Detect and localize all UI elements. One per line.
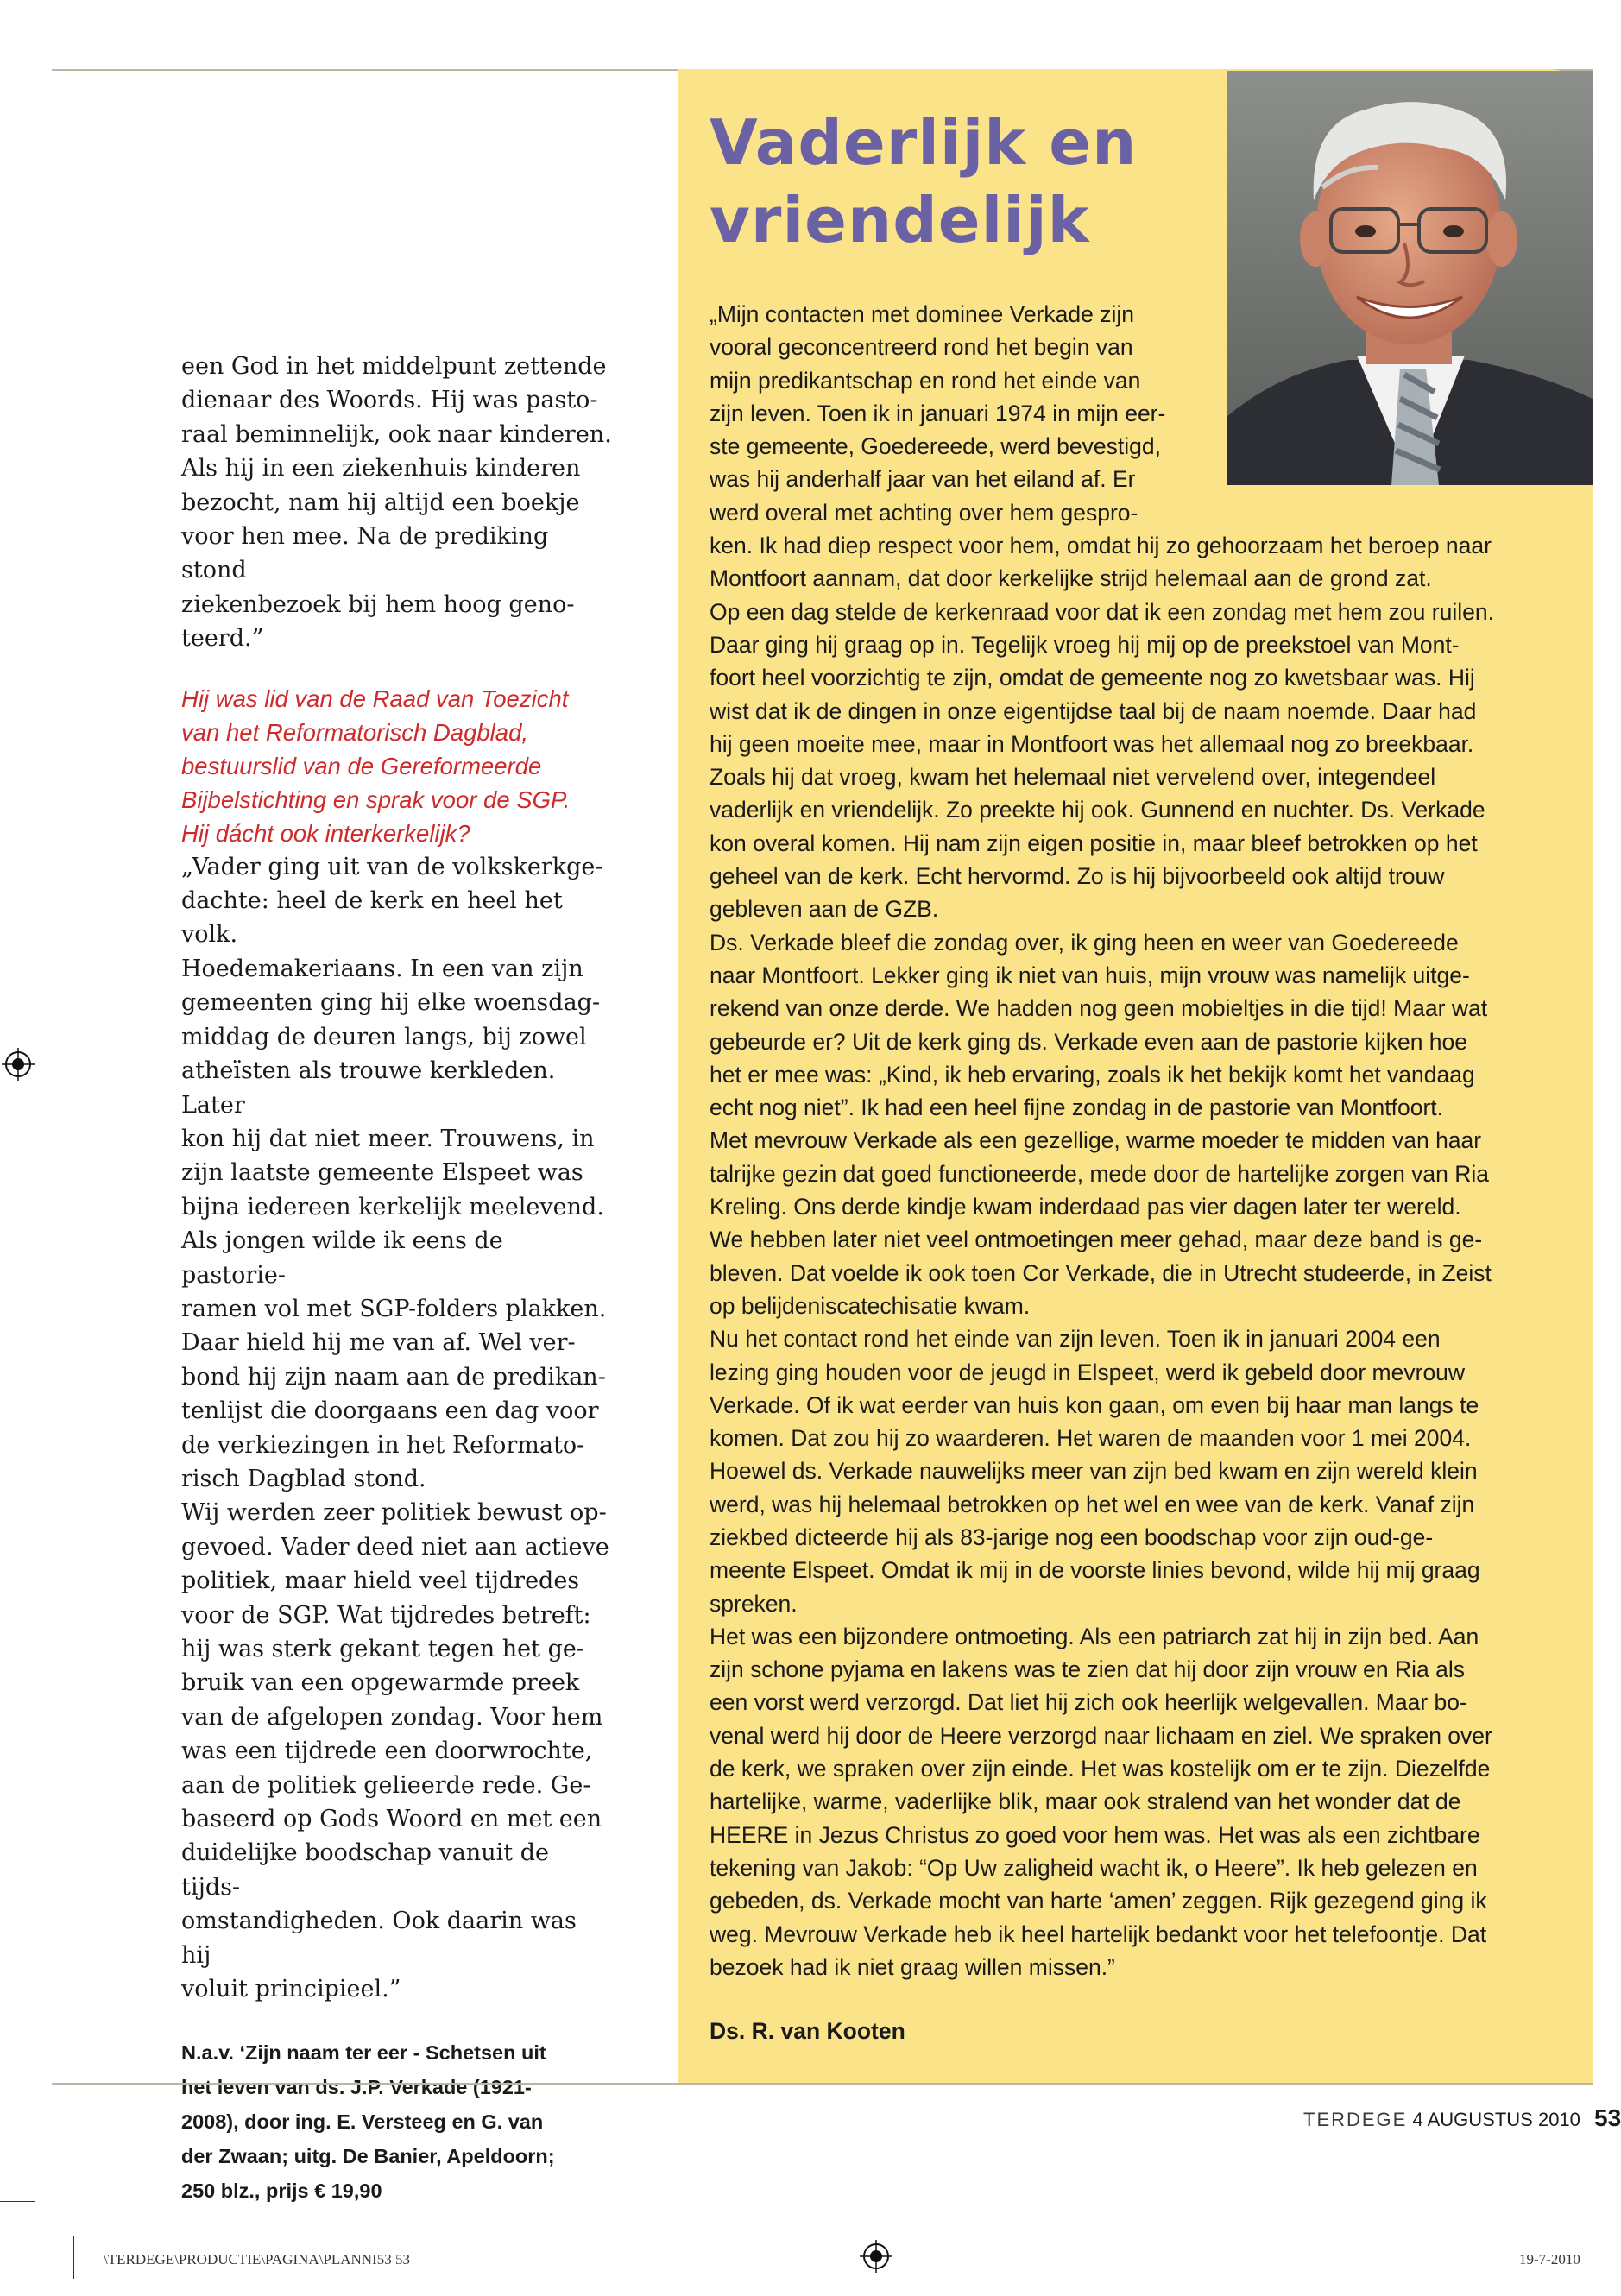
body-line: ken. Ik had diep respect voor hem, omdat hij zo gehoorzaam het beroep naar	[710, 533, 1492, 559]
body-line: Montfoort aannam, dat door kerkelijke strijd helemaal aan de grond zat.	[710, 565, 1432, 592]
body-line: „Mijn contacten met dominee Verkade zijn	[710, 301, 1134, 327]
text-line: baseerd op Gods Woord en met een	[181, 1806, 602, 1833]
body-line: weg. Mevrouw Verkade heb ik heel hartelijk bedankt voor het telefoontje. Dat	[710, 1921, 1487, 1947]
article-headline	[710, 104, 1193, 259]
text-line: ramen vol met SGP-folders plakken.	[181, 1295, 607, 1322]
text-line: Als hij in een ziekenhuis kinderen	[181, 455, 581, 483]
body-line: gebeurde er? Uit de kerk ging ds. Verkade even aan de pastorie kijken hoe	[710, 1028, 1468, 1055]
body-line: Kreling. Ons derde kindje kwam inderdaad pas vier dagen later ter wereld.	[710, 1194, 1461, 1221]
registration-mark-icon	[2, 1048, 35, 1081]
body-line: meente Elspeet. Omdat ik mij in de voorste linies bevond, wilde hij mij graag	[710, 1557, 1480, 1584]
body-line: was hij anderhalf jaar van het eiland af. Er	[710, 466, 1136, 493]
body-line: We hebben later niet veel ontmoetingen meer gehad, maar deze band is ge-	[710, 1227, 1483, 1253]
text-line: middag de deuren langs, bij zowel	[181, 1023, 587, 1050]
page-footer	[1303, 2104, 1621, 2132]
text-line: risch Dagblad stond.	[181, 1465, 426, 1492]
text-line: aan de politiek gelieerde rede. Ge-	[181, 1771, 591, 1799]
print-slug-path: \TERDEGE\PRODUCTIE\PAGINA\PLANNI53 53	[104, 2251, 410, 2268]
headline-line-1: Vaderlijk en	[710, 106, 1138, 179]
body-line: Het was een bijzondere ontmoeting. Als een patriarch zat hij in zijn bed. Aan	[710, 1623, 1479, 1649]
answer-paragraph	[181, 850, 613, 2007]
body-line: bleven. Dat voelde ik ook toen Cor Verkade, die in Utrecht studeerde, in Zeist	[710, 1259, 1492, 1286]
body-line: vaderlijk en vriendelijk. Zo preekte hij ook. Gunnend en nuchter. Ds. Verkade	[710, 797, 1485, 823]
body-line: vooral geconcentreerd rond het begin van	[710, 334, 1133, 361]
text-line: tenlijst die doorgaans een dag voor	[181, 1397, 599, 1425]
text-line: was een tijdrede een doorwrochte,	[181, 1738, 593, 1765]
magazine-name: TERDEGE	[1303, 2109, 1408, 2130]
body-line: HEERE in Jezus Christus zo goed voor hem was. Het was als een zichtbare	[710, 1821, 1480, 1848]
text-line: bruik van een opgewarmde preek	[181, 1669, 580, 1697]
body-line: wist dat ik de dingen in onze eigentijdse taal bij de naam noemde. Daar had	[710, 697, 1477, 724]
text-line: atheïsten als trouwe kerkleden. Later	[181, 1057, 556, 1119]
text-line: van de afgelopen zondag. Voor hem	[181, 1703, 603, 1731]
body-line: Hoewel ds. Verkade nauwelijks meer van zijn bed kwam en zijn wereld klein	[710, 1458, 1478, 1485]
body-line: Zoals hij dat vroeg, kwam het helemaal niet vervelend over, integendeel	[710, 764, 1436, 791]
question-line: Hij was lid van de Raad van Toezicht	[181, 684, 569, 712]
body-line: geheel van de kerk. Echt hervormd. Zo is hij bijvoorbeeld ook altijd trouw	[710, 863, 1445, 890]
text-line: voor de SGP. Wat tijdredes betreft:	[181, 1601, 591, 1629]
headline-line-2: vriendelijk	[710, 184, 1090, 256]
body-line: foort heel voorzichtig te zijn, omdat de gemeente nog zo kwetsbaar was. Hij	[710, 665, 1475, 691]
body-line: werd, was hij helemaal betrokken op het wel en wee van de kerk. Vanaf zijn	[710, 1491, 1475, 1517]
body-line: Verkade. Of ik wat eerder van huis kon gaan, om even bij haar man langs te	[710, 1391, 1479, 1418]
text-line: teerd.”	[181, 625, 264, 653]
text-line: raal beminnelijk, ook naar kinderen.	[181, 420, 612, 448]
text-line: duidelijke boodschap vanuit de tijds-	[181, 1839, 550, 1901]
body-line: het er mee was: „Kind, ik heb ervaring, zoals ik het bekijk komt het vandaag	[710, 1061, 1475, 1088]
body-line: talrijke gezin dat goed functioneerde, mede door de hartelijke zorgen van Ria	[710, 1160, 1490, 1187]
question-line: bestuurslid van de Gereformeerde	[181, 752, 542, 779]
print-slug-date: 19-7-2010	[1519, 2251, 1580, 2268]
text-line: politiek, maar hield veel tijdredes	[181, 1567, 580, 1595]
text-line: hij was sterk gekant tegen het ge-	[181, 1636, 584, 1662]
sidebar-text-column	[710, 298, 1593, 2047]
text-line: Als jongen wilde ik eens de pastorie-	[181, 1227, 503, 1289]
body-line: werd overal met achting over hem gespro-	[710, 499, 1138, 526]
text-line: Wij werden zeer politiek bewust op-	[181, 1499, 607, 1527]
left-text-column	[181, 350, 613, 2208]
body-line: een vorst werd verzorgd. Dat liet hij zich ook heerlijk welgevallen. Maar bo-	[710, 1689, 1467, 1716]
body-line: zijn leven. Toen ik in januari 1974 in mijn eer-	[710, 400, 1166, 426]
body-line: hartelijke, warme, vaderlijke blik, maar ook stralend van het wonder dat de	[710, 1788, 1461, 1815]
text-line: dienaar des Woords. Hij was pasto-	[181, 387, 598, 414]
body-line: lezing ging houden voor de jeugd in Elspeet, werd ik gebeld door mevrouw	[710, 1359, 1466, 1385]
author-signature: Ds. R. van Kooten	[710, 2018, 905, 2045]
text-line: voluit principieel.”	[181, 1976, 401, 2003]
issue-date: 4 AUGUSTUS 2010	[1412, 2109, 1580, 2130]
body-line: spreken.	[710, 1590, 798, 1617]
body-line: Ds. Verkade bleef die zondag over, ik ging heen en weer van Goedereede	[710, 929, 1459, 956]
question-line: van het Reformatorisch Dagblad,	[181, 718, 529, 746]
intro-paragraph	[181, 350, 613, 656]
text-line: bijna iedereen kerkelijk meelevend.	[181, 1193, 604, 1221]
text-line: dachte: heel de kerk en heel het volk.	[181, 887, 563, 949]
registration-mark-icon	[860, 2240, 892, 2273]
text-line: gemeenten ging hij elke woensdag-	[181, 989, 601, 1017]
body-line: hij geen moeite mee, maar in Montfoort was het allemaal nog zo breekbaar.	[710, 730, 1474, 757]
text-line: „Vader ging uit van de volkskerkge-	[181, 853, 603, 880]
body-line: de kerk, we spraken over zijn einde. Het was kostelijk om er te zijn. Diezelfde	[710, 1756, 1491, 1782]
credit-line: het leven van ds. J.P. Verkade (1921-	[181, 2076, 532, 2099]
body-line: kon overal komen. Hij nam zijn eigen positie in, maar bleef betrokken op het	[710, 829, 1478, 856]
page-number: 53	[1594, 2104, 1621, 2131]
body-line: echt nog niet”. Ik had een heel fijne zondag in de pastorie van Montfoort.	[710, 1094, 1444, 1121]
crop-mark	[73, 2236, 74, 2279]
question-line: Bijbelstichting en sprak voor de SGP.	[181, 785, 571, 813]
credit-line: der Zwaan; uitg. De Banier, Apeldoorn;	[181, 2145, 555, 2168]
text-line: ziekenbezoek bij hem hoog geno-	[181, 590, 575, 618]
text-line: kon hij dat niet meer. Trouwens, in	[181, 1125, 595, 1152]
body-line: Met mevrouw Verkade als een gezellige, warme moeder te midden van haar	[710, 1127, 1482, 1154]
credit-line: 250 blz., prijs € 19,90	[181, 2179, 382, 2203]
bottom-rule	[52, 2083, 1593, 2085]
body-line: Daar ging hij graag op in. Tegelijk vroeg hij mij op de preekstoel van Mont-	[710, 631, 1460, 658]
sidebar-body	[710, 298, 1593, 1984]
interview-question	[181, 682, 613, 850]
text-line: omstandigheden. Ook daarin was hij	[181, 1908, 577, 1969]
text-line: Hoedemakeriaans. In een van zijn	[181, 955, 583, 982]
text-line: voor hen mee. Na de prediking stond	[181, 523, 549, 584]
body-line: Op een dag stelde de kerkenraad voor dat ik een zondag met hem zou ruilen.	[710, 598, 1494, 625]
body-line: ste gemeente, Goedereede, werd bevestigd,	[710, 433, 1161, 460]
text-line: bond hij zijn naam aan de predikan-	[181, 1363, 606, 1391]
book-credit	[181, 2035, 613, 2208]
crop-mark	[0, 2201, 35, 2202]
body-line: gebeden, ds. Verkade mocht van harte ‘amen’ zeggen. Rijk gezegend ging ik	[710, 1888, 1487, 1914]
text-line: zijn laatste gemeente Elspeet was	[181, 1159, 583, 1187]
body-line: tekening van Jakob: “Op Uw zaligheid wacht ik, o Heere”. Ik heb gelezen en	[710, 1854, 1478, 1881]
text-line: bezocht, nam hij altijd een boekje	[181, 489, 580, 516]
body-line: op belijdeniscatechisatie kwam.	[710, 1292, 1031, 1319]
body-line: gebleven aan de GZB.	[710, 896, 939, 923]
body-line: zijn schone pyjama en lakens was te zien dat hij door zijn vrouw en Ria als	[710, 1656, 1465, 1683]
credit-line: N.a.v. ‘Zijn naam ter eer - Schetsen uit	[181, 2041, 546, 2065]
body-line: bezoek had ik niet graag willen missen.”	[710, 1953, 1115, 1980]
body-line: komen. Dat zou hij zo waarderen. Het waren de maanden voor 1 mei 2004.	[710, 1425, 1472, 1452]
text-line: gevoed. Vader deed niet aan actieve	[181, 1533, 609, 1561]
credit-line: 2008), door ing. E. Versteeg en G. van	[181, 2110, 544, 2134]
text-line: de verkiezingen in het Reformato-	[181, 1431, 585, 1459]
body-line: venal werd hij door de Heere verzorgd naar lichaam en ziel. We spraken over	[710, 1722, 1492, 1749]
text-line: Daar hield hij me van af. Wel ver-	[181, 1329, 576, 1357]
body-line: naar Montfoort. Lekker ging ik niet van huis, mijn vrouw was namelijk uitge-	[710, 962, 1470, 988]
body-line: Nu het contact rond het einde van zijn leven. Toen ik in januari 2004 een	[710, 1326, 1441, 1353]
body-line: rekend van onze derde. We hadden nog geen mobieltjes in die tijd! Maar wat	[710, 995, 1488, 1022]
text-line: een God in het middelpunt zettende	[181, 353, 607, 380]
body-line: mijn predikantschap en rond het einde van	[710, 367, 1141, 394]
body-line: ziekbed dicteerde hij als 83-jarige nog een boodschap voor zijn oud-ge-	[710, 1523, 1434, 1550]
question-line: Hij dácht ook interkerkelijk?	[181, 819, 470, 847]
